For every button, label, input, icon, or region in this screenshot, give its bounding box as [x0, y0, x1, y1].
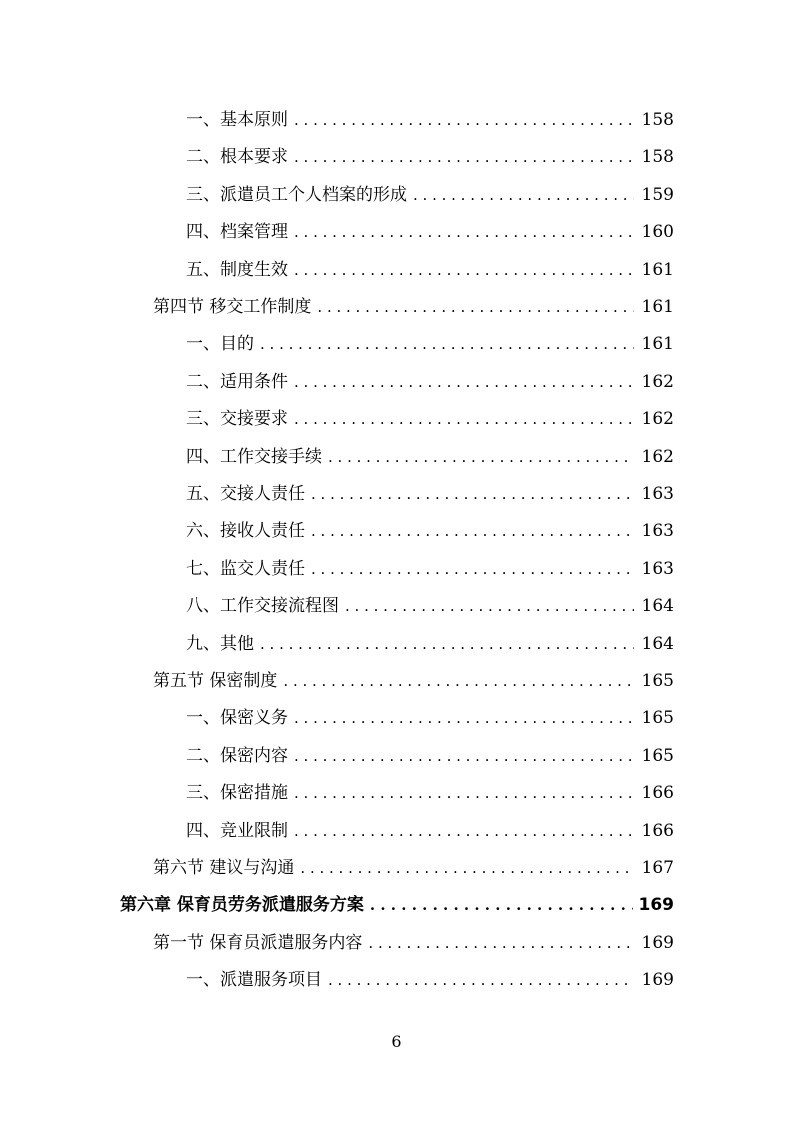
- page-number: 6: [391, 1032, 402, 1051]
- toc-item-entry[interactable]: [186, 405, 674, 433]
- toc-dot-leader: [260, 330, 634, 358]
- toc-item-entry[interactable]: [186, 742, 674, 770]
- toc-section-entry[interactable]: [153, 667, 674, 695]
- toc-entry-title: 第一节 保育员派遣服务内容: [153, 932, 363, 953]
- toc-entry-title: 三、派遣员工个人档案的形成: [186, 184, 407, 205]
- toc-item-entry[interactable]: [186, 704, 674, 732]
- toc-dot-leader: [294, 368, 634, 396]
- toc-entry-title: 二、适用条件: [186, 371, 288, 392]
- toc-entry-title: 二、保密内容: [186, 745, 288, 766]
- toc-entry-page: 161: [641, 297, 674, 317]
- toc-dot-leader: [311, 555, 634, 583]
- toc-dot-leader: [328, 443, 634, 471]
- toc-entry-title: 第五节 保密制度: [153, 671, 278, 691]
- toc-item-entry[interactable]: [186, 143, 674, 171]
- toc-dot-leader: [294, 742, 634, 770]
- toc-entry-title: 第六节 建议与沟通: [153, 858, 295, 878]
- toc-section-entry[interactable]: [153, 929, 674, 957]
- toc-entry-page: 164: [641, 596, 674, 617]
- toc-item-entry[interactable]: [186, 779, 674, 807]
- toc-entry-title: 第六章 保育员劳务派遣服务方案: [120, 895, 364, 916]
- toc-item-entry[interactable]: [186, 218, 674, 246]
- toc-dot-leader: [294, 405, 634, 433]
- toc-dot-leader: [311, 517, 634, 545]
- toc-item-entry[interactable]: [186, 966, 674, 994]
- toc-entry-page: 165: [641, 671, 674, 691]
- toc-entry-title: 一、派遣服务项目: [186, 970, 322, 991]
- toc-dot-leader: [294, 218, 634, 246]
- toc-item-entry[interactable]: [186, 517, 674, 545]
- toc-dot-leader: [311, 480, 634, 508]
- toc-entry-title: 四、工作交接手续: [186, 446, 322, 467]
- toc-item-entry[interactable]: [186, 443, 674, 471]
- toc-dot-leader: [345, 592, 634, 620]
- toc-dot-leader: [300, 854, 634, 882]
- toc-item-entry[interactable]: [186, 256, 674, 284]
- toc-dot-leader: [370, 891, 633, 919]
- toc-entry-title: 第四节 移交工作制度: [153, 297, 312, 317]
- toc-dot-leader: [260, 630, 634, 658]
- toc-entry-page: 167: [641, 858, 674, 878]
- toc-entry-page: 164: [641, 633, 674, 654]
- toc-entry-page: 169: [641, 932, 674, 953]
- toc-entry-title: 五、交接人责任: [186, 484, 305, 504]
- toc-entry-page: 158: [641, 147, 674, 168]
- toc-dot-leader: [294, 817, 634, 845]
- toc-entry-title: 一、保密义务: [186, 708, 288, 729]
- toc-entry-title: 二、根本要求: [186, 147, 288, 168]
- toc-entry-title: 四、竞业限制: [186, 820, 288, 841]
- toc-item-entry[interactable]: [186, 817, 674, 845]
- toc-dot-leader: [368, 929, 634, 957]
- toc-dot-leader: [294, 143, 634, 171]
- toc-entry-page: 165: [641, 708, 674, 729]
- toc-entry-title: 四、档案管理: [186, 222, 288, 243]
- toc-entry-page: 160: [641, 222, 674, 243]
- toc-entry-page: 169: [638, 895, 674, 916]
- toc-item-entry[interactable]: [186, 480, 674, 508]
- toc-item-entry[interactable]: [186, 592, 674, 620]
- toc-entry-page: 162: [641, 446, 674, 467]
- toc-entry-page: 166: [641, 820, 674, 841]
- toc-entry-page: 158: [641, 110, 674, 130]
- toc-entry-title: 五、制度生效: [186, 259, 288, 280]
- toc-item-entry[interactable]: [186, 555, 674, 583]
- toc-item-entry[interactable]: [186, 630, 674, 658]
- toc-dot-leader: [328, 966, 634, 994]
- toc-entry-page: 163: [641, 558, 674, 579]
- toc-entry-page: 161: [641, 259, 674, 280]
- toc-entry-page: 159: [641, 184, 674, 205]
- toc-entry-page: 161: [641, 334, 674, 355]
- toc-dot-leader: [294, 256, 634, 284]
- toc-entry-page: 163: [641, 521, 674, 542]
- toc-entry-title: 七、监交人责任: [186, 558, 305, 579]
- toc-entry-page: 169: [641, 970, 674, 991]
- toc-item-entry[interactable]: [186, 330, 674, 358]
- toc-entry-page: 166: [641, 783, 674, 804]
- toc-entry-title: 一、目的: [186, 334, 254, 355]
- toc-item-entry[interactable]: [186, 181, 674, 209]
- toc-entry-page: 163: [641, 484, 674, 504]
- toc-entry-title: 三、交接要求: [186, 409, 288, 430]
- toc-section-entry[interactable]: [153, 854, 674, 882]
- toc-entry-page: 165: [641, 745, 674, 766]
- toc-item-entry[interactable]: [186, 106, 674, 134]
- toc-entry-page: 162: [641, 409, 674, 430]
- toc-entry-page: 162: [641, 371, 674, 392]
- toc-chapter-entry[interactable]: [120, 891, 674, 919]
- toc-dot-leader: [413, 181, 634, 209]
- toc-entry-title: 三、保密措施: [186, 783, 288, 804]
- toc-dot-leader: [294, 106, 634, 134]
- toc-section-entry[interactable]: [153, 293, 674, 321]
- toc-entry-title: 六、接收人责任: [186, 521, 305, 542]
- toc-item-entry[interactable]: [186, 368, 674, 396]
- toc-entry-title: 一、基本原则: [186, 110, 288, 130]
- toc-dot-leader: [294, 779, 634, 807]
- toc-dot-leader: [317, 293, 634, 321]
- toc-entry-title: 九、其他: [186, 633, 254, 654]
- toc-entry-title: 八、工作交接流程图: [186, 596, 339, 617]
- toc-dot-leader: [294, 704, 634, 732]
- toc-dot-leader: [283, 667, 634, 695]
